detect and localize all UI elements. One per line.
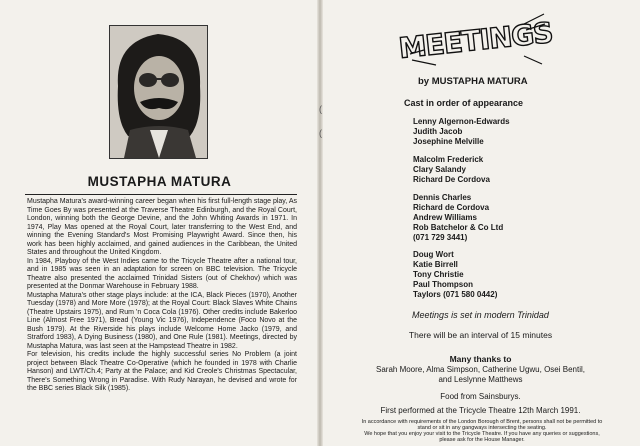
meetings-title-logo [397,10,554,70]
credit-name: Malcolm Frederick [413,155,484,164]
fine-print: In accordance with requirements of the London Borough of Brent, persons shall not be permitted to [361,419,603,425]
credit-name: Clary Salandy [413,165,466,174]
credit-name: Katie Birrell [413,260,458,269]
first-performed-note: First performed at the Tricycle Theatre 12th March 1991. [380,406,581,415]
author-heading: MUSTAPHA MATURA [87,174,232,189]
author-biography [27,198,297,394]
bio-paragraph: For television, his credits include the highly successful series No Problem (a joint project between Black Theatre Co-Operative (which he founded in 1978 with Charlie Hanson) and LWT/Ch.4; Party at the Palace; and Kid Creole's Christmas Spectacular, There's Something Wrong in Paradise. With Rudy Narayan, he devised and wrote for the BBC series Black Silk (1985). [27,351,297,392]
setting-note: Meetings is set in modern Trinidad [412,310,549,320]
thanks-names: Sarah Moore, Alma Simpson, Catherine Ugwu, Osei Bentil, [376,365,585,374]
credit-name: Doug Wort [413,250,454,259]
bio-paragraph: Mustapha Matura's award-winning career began when his first full-length stage play, As Time Goes By was presented at the Traverse Theatre Edinburgh, and the Royal Court, London, winning both the George Devine, and the John Whiting Awards in 1971. In 1974, Play Mas opened at the Royal Court, later transferring to the West End, and winning the Evening Standard's Most Promising Playwright Award. Since then, his work has been highly acclaimed, and gained audiences in the Caribbean, the United States and throughout the United Kingdom. [27,198,297,256]
fine-print: please ask for the House Manager. [439,437,525,443]
credit-name: Lenny Algernon-Edwards [413,117,510,126]
credit-name: (071 729 3441) [413,233,468,242]
fine-print: stand or sit in any gangways intersecting the seating. [417,425,547,431]
credit-name: Tony Christie [413,270,464,279]
credit-name: Taylors (071 580 0442) [413,290,498,299]
title-logo-text: MEETINGS [397,16,554,65]
credit-name: Paul Thompson [413,280,473,289]
cast-heading: Cast in order of appearance [404,98,524,108]
credit-name: Dennis Charles [413,193,472,202]
credit-name: Judith Jacob [413,127,463,136]
credit-name: Andrew Williams [413,213,477,222]
credit-name: Richard De Cordova [413,175,490,184]
bio-paragraph: In 1984, Playboy of the West Indies came to the Tricycle Theatre after a national tour, and in 1985 was seen in an adaptation for screen on BBC television. The Tricycle Theatre also presented the acclaimed Trinidad Sisters (out of Chekhov) which was presented at the Donmar Warehouse in February 1988. [27,257,297,290]
thanks-names: and Leslynne Matthews [438,375,523,384]
margin-mark: ( [319,128,322,138]
thanks-heading: Many thanks to [449,354,512,364]
fine-print: We hope that you enjoy your visit to the Tricycle Theatre. If you have any queries or suggestions, [364,431,600,437]
byline: by MUSTAPHA MATURA [418,76,528,87]
author-photo [109,25,208,159]
credit-name: Richard de Cordova [413,203,490,212]
divider [25,194,297,195]
food-credit: Food from Sainsburys. [440,392,521,401]
margin-mark: ( [319,104,322,114]
credit-name: Rob Batchelor & Co Ltd [413,223,504,232]
interval-note: There will be an interval of 15 minutes [408,330,553,340]
credit-name: Josephine Melville [413,137,484,146]
bio-paragraph: Mustapha Matura's other stage plays include: at the ICA, Black Pieces (1970), Another Tuesday (1978) and More More (1978); at the Royal Court: Black Slaves White Chains (Theatre Upstairs 1975), and Rum 'n Coca Cola (1976). Other credits include Bakerloo Line (Almost Free 1971), Bread (Young Vic 1976), Independence (Foco Novo at the Bush 1979). At the Riverside his plays include Welcome Home Jacko (1979, and Stratford 1983), A Dying Business (1980), and One Rule (1981). Meetings, directed by Mustapha Matura, was last seen at the Hampstead Theatre in 1982. [27,291,297,350]
